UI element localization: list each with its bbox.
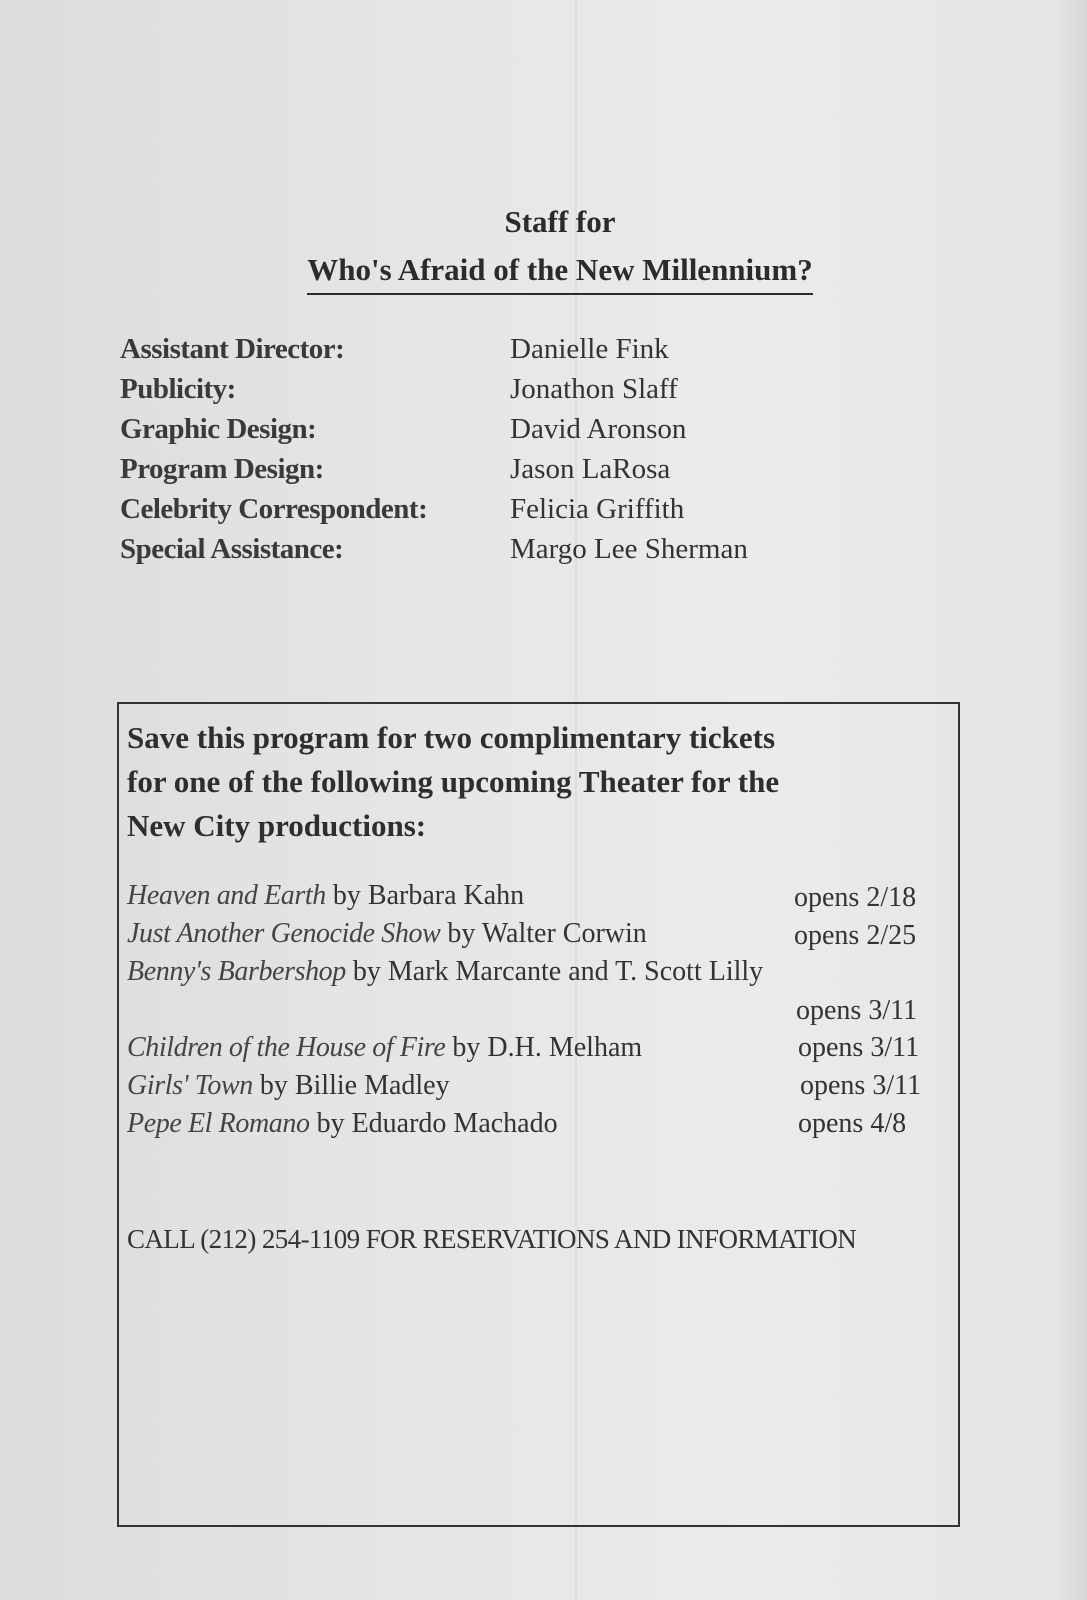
show-author: by D.H. Melham bbox=[445, 1032, 643, 1063]
staff-name: Jonathon Slaff bbox=[510, 373, 678, 405]
show-author: by Walter Corwin bbox=[440, 918, 647, 949]
staff-heading: Staff for bbox=[504, 204, 616, 239]
staff-list bbox=[120, 333, 820, 573]
show-opening: opens 3/11 bbox=[798, 1032, 920, 1063]
staff-name: Margo Lee Sherman bbox=[510, 533, 748, 565]
offer-line: Save this program for two complimentary tickets bbox=[127, 720, 776, 755]
show-entry bbox=[127, 1032, 642, 1064]
show-title: Children of the House of Fire bbox=[127, 1032, 446, 1063]
show-opening: opens 2/25 bbox=[794, 920, 917, 951]
staff-name: David Aronson bbox=[510, 413, 687, 445]
show-title: Benny's Barbershop bbox=[127, 956, 346, 987]
show-opening: opens 4/8 bbox=[798, 1108, 907, 1139]
show-entry bbox=[127, 880, 524, 912]
staff-row bbox=[120, 493, 820, 533]
ticket-offer-box bbox=[117, 702, 960, 1527]
staff-name: Felicia Griffith bbox=[510, 493, 685, 525]
staff-row bbox=[120, 333, 820, 373]
staff-role: Program Design: bbox=[120, 453, 324, 485]
staff-row bbox=[120, 533, 820, 573]
staff-role: Special Assistance: bbox=[120, 533, 344, 565]
show-author: by Billie Madley bbox=[252, 1070, 450, 1101]
show-title: Girls' Town bbox=[127, 1070, 253, 1101]
staff-row bbox=[120, 373, 820, 413]
staff-role: Graphic Design: bbox=[120, 413, 317, 445]
show-title: Heaven and Earth bbox=[127, 880, 326, 911]
reservations-call-line: CALL (212) 254-1109 FOR RESERVATIONS AND INFORMATION bbox=[127, 1224, 857, 1254]
page-edge-shadow bbox=[1057, 0, 1087, 1600]
show-title: Just Another Genocide Show bbox=[127, 918, 441, 949]
show-entry bbox=[127, 1070, 450, 1102]
production-title-text: Who's Afraid of the New Millennium? bbox=[307, 252, 812, 295]
staff-name: Jason LaRosa bbox=[510, 453, 671, 485]
staff-role: Celebrity Correspondent: bbox=[120, 493, 428, 525]
show-title: Pepe El Romano bbox=[127, 1108, 310, 1139]
show-opening: opens 3/11 bbox=[796, 995, 918, 1026]
staff-name: Danielle Fink bbox=[510, 333, 669, 365]
staff-role: Publicity: bbox=[120, 373, 236, 405]
show-entry bbox=[127, 956, 763, 988]
show-opening: opens 3/11 bbox=[800, 1070, 922, 1101]
show-author: by Barbara Kahn bbox=[325, 880, 525, 911]
staff-row bbox=[120, 413, 820, 453]
production-title bbox=[0, 252, 1087, 288]
staff-role: Assistant Director: bbox=[120, 333, 345, 365]
offer-line: New City productions: bbox=[127, 808, 427, 843]
show-author: by Eduardo Machado bbox=[309, 1108, 558, 1139]
offer-text bbox=[127, 716, 947, 848]
offer-line: for one of the following upcoming Theater for the bbox=[127, 764, 780, 799]
staff-row bbox=[120, 453, 820, 493]
show-opening: opens 2/18 bbox=[794, 882, 917, 913]
show-author: by Mark Marcante and T. Scott Lilly bbox=[345, 956, 764, 987]
show-entry bbox=[127, 918, 647, 950]
show-entry bbox=[127, 1108, 558, 1140]
